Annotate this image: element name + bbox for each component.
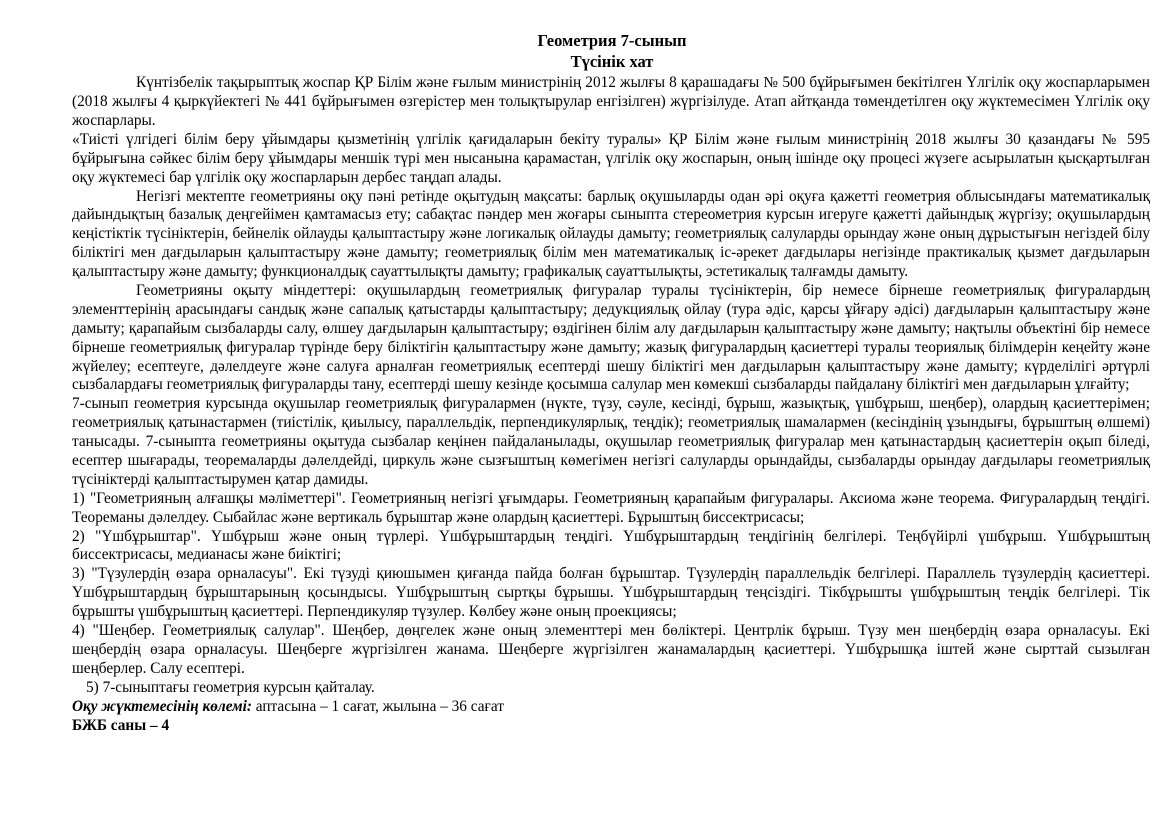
paragraph-course-overview: 7-сынып геометрия курсында оқушылар геометриялық фигуралармен (нүкте, түзу, сәуле, кесінді, бұрыш, жазықтық, үшбұрыш, шеңбер), олардың қасиеттерімен; геометриялық қатынастармен (тиістілік, қиылысу, параллельдік, перпендикулярлық, теңдік); геометриялық шамалармен (кесіндінің ұзындығы, бұрыштың өлшемі) танысады. 7-сыныпта геометрияны оқытуда сызбалар кеңінен пайдаланылады, оқушылар геометриялық фигуралар мен қатынастардың қасиеттерін оқып біледі, есептер шығарады, теоремаларды дәлелдейді, циркуль және сызғыштың көмегімен негізгі салуларды орындайды, сызбаларды орындау дағдылары геометриялық түсініктерді қалыптастырумен қатар дамиды. (72, 395, 1150, 488)
paragraph-section-4: 4) "Шеңбер. Геометриялық салулар". Шеңбер, дөңгелек және оның элементтері мен бөліктері. Центрлік бұрыш. Түзу мен шеңбердің өзара орналасуы. Екі шеңбердің өзара орналасуы. Шеңберге жүргізілген жанама. Шеңберге жүргізілген жанамалардың қасиеттері. Үшбұрышқа іштей және сырттай сызылған шеңберлер. Салу есептері. (72, 622, 1150, 677)
document-body (72, 74, 1150, 735)
paragraph-regulations: «Тиісті үлгідегі білім беру ұйымдары қызметінің үлгілік қағидаларын бекіту туралы» ҚР Білім және ғылым министрінің 2018 жылғы 30 қазандағы № 595 бұйрығына сәйкес білім беру ұйымдары меншік түрі мен нысанына қарамастан, үлгілік оқу жоспарын, оның ішінде оқу процесі жүзеге асырылатын қысқартылған оқу жүктемесі бар үлгілік оқу жоспарларын дербес таңдап алады. (72, 130, 1150, 186)
page-title: Геометрия 7-сынып (537, 31, 687, 50)
paragraph-section-1: 1) "Геометрияның алғашқы мәліметтері". Геометрияның негізгі ұғымдары. Геометрияның қарапайым фигуралары. Аксиома және теорема. Фигуралардың теңдігі. Теореманы дәлелдеу. Сыбайлас және вертикаль бұрыштар және олардың қасиеттері. Бұрыштың биссектрисасы; (72, 489, 1150, 526)
page-subtitle: Түсінік хат (570, 52, 654, 72)
paragraph-objectives: Геометрияны оқыту міндеттері: оқушылардың геометриялық фигуралар туралы түсініктерін, бір немесе бірнеше геометриялық фигуралардың элементтерінің арасындағы сандық және сапалық қатыстарды қалыптастыру; дедукциялық ойлау (тура әдіс, қарсы ұйғару әдісі) дағдыларын қалыптастыру және дамыту; қарапайым сызбаларды салу, өлшеу дағдыларын қалыптастыру; өздігінен білім алу дағдыларын қалыптастыру және дамыту; нақтылы объектіні бір немесе бірнеше геометриялық фигуралар түрінде беру біліктігін қалыптастыру және дамыту; жазық фигуралардың қасиеттері туралы теориялық білімдерін кеңейту және жүйелеу; есептеуге, дәлелдеуге және салуға арналған геометриялық есептерді шешу біліктігі мен дағдыларын қалыптастыру және дамыту; күрделілігі әртүрлі сызбалардағы геометриялық фигураларды тану, есептерді шешу кезінде қосымша салулар мен көмекші сызбаларды пайдалану біліктігі мен дағдыларын ұлғайту; (72, 282, 1150, 394)
paragraph-section-3: 3) "Түзулердің өзара орналасуы". Екі түзуді қиюшымен қиғанда пайда болған бұрыштар. Түзулердің параллельдік белгілері. Параллель түзулердің қасиеттері. Үшбұрыштардың бұрыштарының қосындысы. Үшбұрыштың сыртқы бұрышы. Үшбұрыштардың теңсіздігі. Тікбұрышты үшбұрыштың теңдік белгілері. Тік бұрышты үшбұрыштың қасиеттері. Перпендикуляр түзулер. Көлбеу және оның проекциясы; (72, 565, 1150, 621)
paragraph-section-5: 5) 7-сыныптағы геометрия курсын қайталау. (86, 678, 375, 696)
paragraph-intro-plan: Күнтізбелік тақырыптық жоспар ҚР Білім және ғылым министрінің 2012 жылғы 8 қарашадағы № 500 бұйрығымен бекітілген Үлгілік оқу жоспарларымен (2018 жылғы 4 қыркүйектегі № 441 бұйрығымен өзгерістер мен толықтырулар енгізілген) жүргізілуде. Атап айтқанда төмендетілген оқу жүктемесімен Үлгілік оқу жоспарлары. (72, 74, 1150, 129)
study-load-label: Оқу жүктемесінің көлемі: (72, 697, 252, 715)
paragraph-goals: Негізгі мектепте геометрияны оқу пәні ретінде оқытудың мақсаты: барлық оқушыларды одан әрі оқуға қажетті геометрия облысындағы математикалық дайындықтың базалық деңгейімен қамтамасыз ету; сабақтас пәндер мен жоғары сыныпта стереометрия курсын игеруге қажетті дайындық жүргізу; оқушылардың кеңістіктік түсініктерін, бейнелік ойлауды қалыптастыру және логикалық ойлауды дамыту; геометриялық салуларды орындау және оның дұрыстығын негіздей білу біліктігі мен дағдыларын қалыптастыру және дамыту; геометриялық білім мен математикалық іс-әрекет дағдылары негізінде практикалық қызмет дағдыларын қалыптастыру және дамыту; функционалдық сауаттылықты дамыту; графикалық сауаттылықты, эстетикалық талғамды дамыту. (72, 187, 1150, 281)
bjb-count-line: БЖБ саны – 4 (72, 716, 170, 734)
paragraph-section-2: 2) "Үшбұрыштар". Үшбұрыш және оның түрлері. Үшбұрыштардың теңдігі. Үшбұрыштардың теңдігінің белгілері. Теңбүйірлі үшбұрыш. Үшбұрыштың биссектрисасы, медианасы және биіктігі; (72, 527, 1150, 564)
study-load-line (72, 698, 1150, 717)
study-load-value: аптасына – 1 сағат, жылына – 36 сағат (255, 697, 504, 715)
